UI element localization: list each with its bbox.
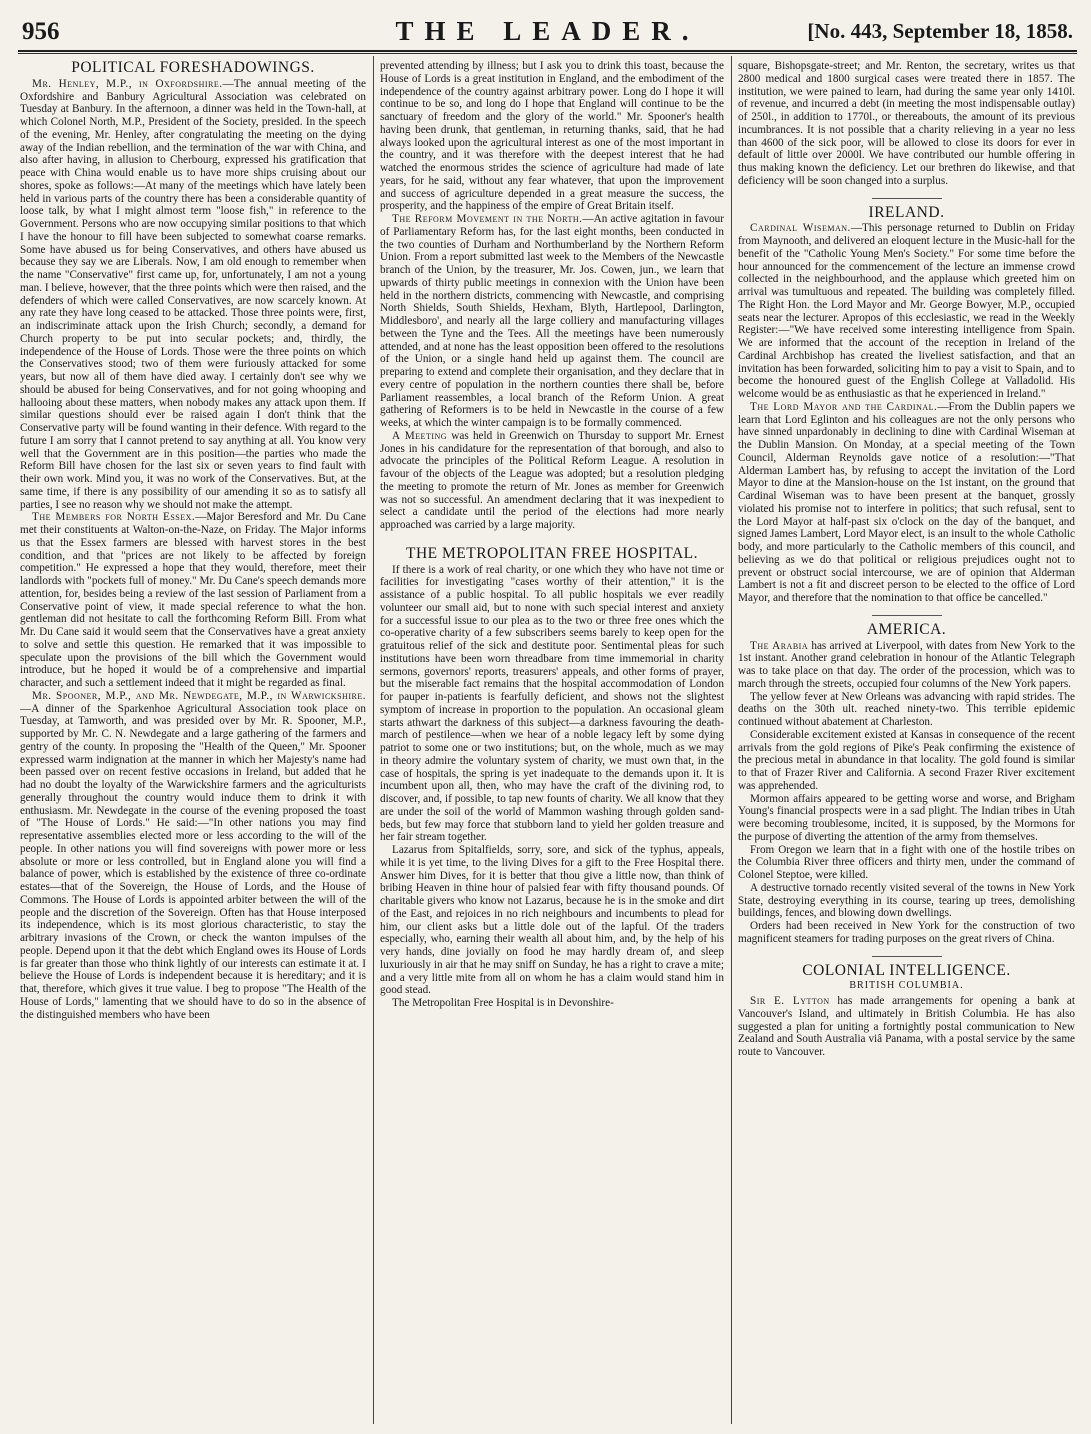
article-text: has arrived at Liverpool, with dates from New York to the 1st instant. Another grand celebration in honour of the Atlantic Telegraph was to take place on that day. The order of the procession, which was to march through the streets, occupied four columns of the New York papers. (738, 639, 1075, 690)
newspaper-title: THE LEADER. (395, 16, 700, 46)
section-rule (872, 198, 942, 199)
article-paragraph (738, 222, 1075, 401)
section-rule (872, 615, 942, 616)
article-lead: Mr. Spooner, M.P., and Mr. Newdegate, M.P., in Warwickshire. (32, 689, 366, 702)
article-text: was held in Greenwich on Thursday to support Mr. Ernest Jones in his candidature for the representation of that borough, and also to advocate the principles of the Political Reform League. A resolution in favour of the objects of the League was adopted; but a resolution pledging the meeting to promote the return of Mr. Jones as member for Greenwich was not so successful. An amendment declaring that it was inexpedient to select a candidate until the period of the elections had more nearly approached was carried by a large majority. (380, 429, 724, 531)
article-paragraph: Considerable excitement existed at Kansas in consequence of the recent arrivals from the gold regions of Pike's Peak confirming the existence of the precious metal in abundance in that locality. The gold found is similar to that of Frazer River and California. A second Frazer River excitement was apprehended. (738, 728, 1075, 792)
masthead (18, 16, 1077, 52)
article-paragraph: From Oregon we learn that in a fight with one of the hostile tribes on the Columbia River three officers and thirty men, under the command of Colonel Steptoe, were killed. (738, 843, 1075, 881)
article-lead: The Arabia (750, 639, 809, 652)
article-paragraph: prevented attending by illness; but I ask you to drink this toast, because the House of Lords is a great institution in England, and the embodiment of the independence of the country against arbitrary power. Long do I hope it will continue to be so, and long do I hope that England will continue to be the sanctuary of freedom and the glory of the world." Mr. Spooner's health having been drunk, that gentleman, in returning thanks, said, that he had always looked upon the agricultural interest as one of the most important in the country, and it was therefore with the deepest interest that he had watched the enormous strides the science of agriculture had made of late years, for he said, without any fear whatever, that upon the improvement and success of agriculture depended in a great measure the success, the prosperity, and the happiness of the empire of Great Britain itself. (380, 60, 724, 213)
article-lead: The Reform Movement in the North. (392, 213, 583, 225)
section-heading-colonial: COLONIAL INTELLIGENCE. (802, 961, 1011, 979)
article-paragraph: Orders had been received in New York for the construction of two magnificent steamers for trading purposes on the great rivers of China. (738, 920, 1075, 945)
article-text: —An active agitation in favour of Parliamentary Reform has, for the last eight months, been conducted in the two counties of Durham and Northumberland by the Northern Reform Union. From a report submitted last week to the Members of the Newcastle branch of the Union, by the treasurer, Mr. Jos. Cowen, jun., we learn that upwards of thirty public meetings in connexion with the Union have been held in the northern districts, commencing with Newcastle, and comprising North Shields, South Shields, Hexham, Blyth, Hartlepool, Darlington, Middlesboro', and nearly all the large colliery and manufacturing villages between the Tyne and the Tees. All the meetings have been numerously attended, and at none has the least opposition been offered to the resolutions of the Union, or a single hand held up against them. The council are preparing to extend and complete their organisation, and they declare that in every centre of population in the northern counties there shall be, before Parliament reassembles, a local branch of the Reform Union. A great gathering of Reformers is to be held in Newcastle in the course of a few weeks, at which the winter campaign is to be formally commenced. (380, 213, 724, 429)
article-lead: The Members for North Essex. (32, 511, 196, 524)
article-lead: A Meeting (392, 429, 448, 442)
article-paragraph (380, 213, 724, 430)
article-text: —From the Dublin papers we learn that Lord Eglinton and his colleagues are not the only persons who have sinned unpardonably in declining to dine with Cardinal Wiseman at the Dublin Mansion. On Monday, at a special meeting of the Town Council, Alderman Reynolds gave notice of a resolution:—"That Alderman Lambert has, by refusing to accept the invitation of the Lord Mayor to dine at the Mansion-house on the 1st instant, on the ground that Cardinal Wiseman was to have been present at the banquet, grossly violated his promise not to interfere in politics; that such refusal, sent to the Lord Mayor at half-past six o'clock on the day of the banquet, and signed James Lambert, Lord Mayor elect, is an insult to the whole Catholic body, and more particularly to the Catholic members of this council, and believing as we do that political or religious prejudices ought not to prevent or obstruct social intercourse, we are of opinion that Alderman Lambert is not a fit and discreet person to be elected to the office of Lord Mayor, and therefore that the nomination to that office be cancelled." (738, 400, 1075, 604)
section-heading-ireland: IRELAND. (868, 203, 945, 221)
page-number: 956 (22, 18, 60, 45)
section-rule (872, 956, 942, 957)
subheading-british-columbia: BRITISH COLUMBIA. (849, 980, 964, 992)
column-divider-1 (373, 56, 374, 1424)
article-text: —A dinner of the Sparkenhoe Agricultural Association took place on Tuesday, at Tamworth, and was presided over by Mr. R. Spooner, M.P., supported by Mr. C. N. Newdegate and a large gathering of the farmers and gentry of the county. In proposing the "Health of the Queen," Mr. Spooner expressed warm indignation at the manner in which her Majesty's name had been passed over on recent festive occasions in Ireland, but added that he had no doubt the loyalty of the Warwickshire farmers and the agriculturists generally throughout the country would induce them to drink it with enthusiasm. Mr. Newdegate in the course of the evening proposed the toast of "The House of Lords." He said:—"In other nations you may find representative assemblies elected more or less according to the will of the people. In other nations you will find sovereigns with power more or less absolute or more or less controlled, but in England alone you will find a balance of power, which is established by the existence of three co-ordinate estates—that of the Sovereign, the House of Lords, and the House of Commons. The House of Lords is appointed arbiter between the will of the people and the discretion of the Sovereign. Often has that House interposed its independence, which is its most glorious characteristic, to stay the arbitrary invasions of the Crown, or check the wanton impulses of the people. Depend upon it that the debt which England owes its House of Lords is far greater than those who think lightly of our interests can estimate it at. I believe the House of Lords is independent because it is hereditary; and it is that, therefore, which gives it true value. I beg to propose "The Health of the House of Lords," lamenting that we should have to do so in the absence of the distinguished members who have been (20, 702, 366, 1021)
article-lead: Cardinal Wiseman. (750, 222, 851, 235)
article-paragraph: The yellow fever at New Orleans was advancing with rapid strides. The deaths on the 30th ult. reached ninety-two. This terrible epidemic continued without abatement at Charleston. (738, 690, 1075, 728)
article-text: —This personage returned to Dublin on Friday from Maynooth, and delivered an eloquent lecture in the Music-hall for the benefit of the "Catholic Young Men's Society." For some time before the hour announced for the commencement of the lecture an immense crowd collected in the neighbourhood, and the applause which greeted him on arrival was tumultuous and repeated. The building was completely filled. The Right Hon. the Lord Mayor and Mr. George Bowyer, M.P., occupied seats near the lecturer. Apropos of this ecclesiastic, we read in the Weekly Register:—"We have received some interesting intelligence from Spain. We are informed that the account of the reception in Ireland of the Cardinal Archbishop has created the liveliest satisfaction, and that an invitation has been forwarded, soliciting him to pay a visit to Spain, and to become the honoured guest of the English College at Valladolid. His welcome would be as enthusiastic as that he experienced in Ireland." (738, 222, 1075, 400)
section-heading-political: POLITICAL FORESHADOWINGS. (71, 60, 315, 76)
article-paragraph: A destructive tornado recently visited several of the towns in New York State, destroying everything in its course, tearing up trees, demolishing buildings, fences, and blowing down dwellings. (738, 881, 1075, 920)
article-paragraph (738, 995, 1075, 1059)
article-paragraph: Mormon affairs appeared to be getting worse and worse, and Brigham Young's financial prospects were in a sad plight. The Indian tribes in Utah were becoming troublesome, incited, it is supposed, by the Mormons for the purpose of diverting the attention of the army from themselves. (738, 792, 1075, 843)
article-lead: The Lord Mayor and the Cardinal. (750, 400, 938, 413)
masthead-rule (18, 53, 1077, 54)
article-lead: Mr. Henley, M.P., in Oxfordshire. (32, 77, 223, 90)
article-paragraph (20, 690, 366, 1022)
article-paragraph (20, 511, 366, 690)
article-text: —The annual meeting of the Oxfordshire and Banbury Agricultural Association was celebrated on Tuesday at Banbury. In the afternoon, a dinner was held in the Town-hall, at which Colonel North, M.P., President of the Society, presided. In the speech of the evening, Mr. Henley, after congratulating the meeting on the dying away of the Indian rebellion, and the termination of the war with China, and also after having, in allusion to Cherbourg, expressed his gratification that peace with China would enable us to have more ships cruising about our shores, spoke as follows:—At many of the meetings which have lately been held in various parts of the country there has been a considerable quantity of loose talk, by what I might almost term "loose fish," in reference to the Government. Persons who are now occupying similar positions to that which I have the honour to fill have been subjected to somewhat coarse remarks. Some have abused us for being Conservatives, and others have abused us because they say we are Liberals. Now, I am old enough to remember when the name "Conservative" first came up, for, unfortunately, I am not a young man. I believe, however, that the three points which were then raised, and the defenders of which were called Conservatives, are now scarcely known. At any rate they have long ceased to be attacked. Those three points were, first, an indiscriminate attack upon the Irish Church; secondly, a demand for Church property to be put into secular pockets; and, thirdly, the independence of the House of Lords. Those were the three points on which the Conservatives stood; two of them were furiously attacked for some years, but now all of them have died away. I certainly don't see why we should be abused for being Conservatives, and for not going whooping and hallooing about these matters, when nobody makes any attack upon them. If similar questions should ever be raised again I don't think that the Conservative party will be found wanting in their defence. With regard to the future I am sorry that I cannot pretend to say anything at all. You know very well that the Government are in this position—the parties who made the Reform Bill have chosen for the last six or seven years to find fault with their own work. Mind you, it was no work of the Conservatives. But, at the same time, if there is any possibility of our amending it so as to satisfy all parties, I see no reason why we should not make the attempt. (20, 77, 366, 511)
column-2 (380, 60, 724, 1424)
article-paragraph: Lazarus from Spitalfields, sorry, sore, and sick of the typhus, appeals, while it is yet time, to the living Dives for a gift to the Free Hospital there. Answer him Dives, for it is better that thou give a little now, than think of bribing Heaven in thine hour of palsied fear with fifty thousand pounds. Of charitable givers who know not Lazarus, because he is in the smoke and dirt of the East, and rejoices in no rich neighbours and incumbents to plead for him, our client asks but a little dole out of the lapful. Of the traders especially, who, earning their wealth all about him, and, by the help of his very hands, dine jovially on food he may hardly dream of, and sleep luxuriously in air that he may sniff on Sunday, he has a right to crave a mite; and a very little mite from all on whom he has a claim would stand him in good stead. (380, 844, 724, 997)
section-heading-hospital: THE METROPOLITAN FREE HOSPITAL. (405, 544, 698, 562)
article-paragraph (738, 401, 1075, 605)
article-text: —Major Beresford and Mr. Du Cane met their constituents at Walton-on-the-Naze, on Friday. The Major informs us that the Essex farmers are blessed with harvest stores in the best condition, and that "prices are not likely to be affected by foreign competition." He expressed a hope that they would, therefore, meet their landlords with "pockets full of money." Mr. Du Cane's speech demands more attention, for, besides being a review of the last session of Parliament from a Conservative point of view, it made special reference to what the hon. gentleman did not hesitate to call the forthcoming Reform Bill. From what Mr. Du Cane said it would seem that the Conservatives have a great anxiety to solve and settle this question. He remarked that it was impossible to speculate upon the provisions of the bill which the Government would introduce, but he hoped it would be of a comprehensive and impartial character, and such a settlement indeed that it might be regarded as final. (20, 511, 366, 689)
article-paragraph (380, 430, 724, 532)
article-paragraph (20, 78, 366, 512)
article-paragraph (738, 640, 1075, 691)
article-paragraph: If there is a work of real charity, or one which they who have not time or facilities for investigating "cases worthy of their attention," it is the assistance of a public hospital. To all public hospitals we ever readily volunteer our small aid, but to none with such special interest and anxiety for a successful issue to our plea as to the two or three free ones which the co-operative charity of a few subscribers seems barely to keep open for the gratuitous relief of the sick and destitute poor. Sentimental pleas for such institutions have been worn threadbare from time immemorial in charity sermons, governors' reports, treasurers' appeals, and other forms of prayer, but the miserable fact remains that the hospital accommodation of London for pauper in-patients is fearfully deficient, and shows not the slightest symptom of increase in proportion to the population. An occasional gleam starts athwart the darkness of this subject—a darkness favouring the death-march of pestilence—when we hear of a noble legacy left by some dying patriot to some one or two institutions; but, on the whole, much as we may in theory admire the voluntary system of charity, we must own that, in the case of hospitals, the spring is yet inadequate to the demands upon it. It is incumbent upon all, then, who may have the craft of the divining rod, to discover, and, if possible, to tap new founts of charity. We all know that they are under the soil of the world of Mammon washing through golden sand-beds, but few may force that stubborn land to yield her golden treasure and her fair stream together. (380, 563, 724, 844)
column-divider-2 (731, 56, 732, 1424)
article-text: has made arrangements for opening a bank at Vancouver's Island, and ultimately in British Columbia. He has also suggested a plan for uniting a fortnightly postal communication to New Zealand and South Australia viâ Panama, with a postal service by the same route to Vancouver. (738, 995, 1075, 1058)
article-lead: Sir E. Lytton (750, 995, 830, 1007)
issue-date: [No. 443, September 18, 1858. (807, 19, 1073, 43)
section-heading-america: AMERICA. (866, 620, 947, 638)
column-3 (738, 60, 1075, 1424)
article-paragraph: The Metropolitan Free Hospital is in Devonshire- (392, 997, 614, 1009)
column-1 (20, 60, 366, 1424)
article-paragraph: square, Bishopsgate-street; and Mr. Renton, the secretary, writes us that 2800 medical and 1800 surgical cases were treated there in 1857. The institution, we were pained to learn, had during the same year only 1410l. of revenue, and incurred a debt (in meeting the most indispensable outlay) of 250l., in addition to 1770l., or thereabouts, the amount of its previous incumbrances. It is not possible that a charity relieving in a year no less than 4600 of the sick poor, will be allowed to close its doors for ever in default of little over 2000l. We have contributed our humble offering in thus making known the deficiency. Let our brethren do likewise, and that deficiency will be soon changed into a surplus. (738, 60, 1075, 187)
